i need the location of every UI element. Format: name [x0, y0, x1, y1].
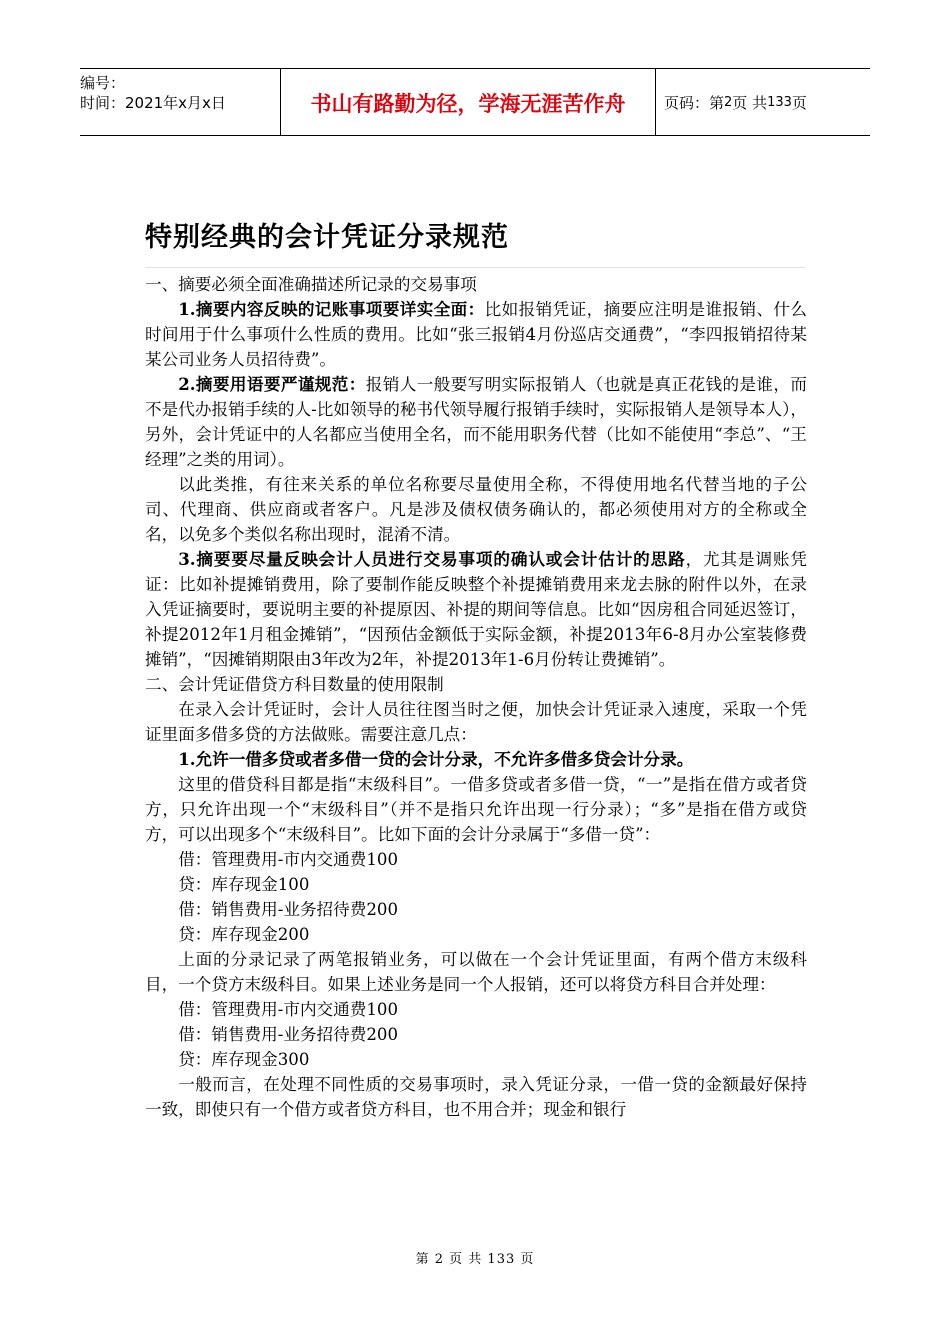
section-heading-2: 二、会计凭证借贷方科目数量的使用限制	[145, 675, 444, 694]
section-heading-1: 一、摘要必须全面准确描述所记录的交易事项	[145, 275, 477, 294]
page-end-label: 页	[791, 93, 807, 112]
journal-entry: 借：管理费用-市内交通费100	[178, 1000, 398, 1019]
header-left-cell	[80, 69, 281, 135]
journal-entry: 借：销售费用-业务招待费200	[178, 900, 398, 919]
page-number: 2	[724, 94, 733, 110]
paragraph	[145, 747, 807, 772]
time-label: 时间：2021年x月x日	[80, 94, 226, 112]
journal-entry: 贷：库存现金300	[178, 1050, 310, 1069]
bold-lead: 1.允许一借多贷或者多借一贷的会计分录，不允许多借多贷会计分录。	[178, 749, 694, 769]
title-divider	[145, 267, 805, 268]
bold-lead: 2.摘要用语要严谨规范：	[178, 374, 366, 394]
paragraph: 以此类推，有往来关系的单位名称要尽量使用全称，不得使用地名代替当地的子公司、代理商、供应商或者客户。凡是涉及债权债务确认的，都必须使用对方的全称或全名，以免多个类似名称出现时，混淆不清。	[145, 475, 807, 544]
page-label: 页码：第	[664, 93, 725, 112]
journal-entry: 贷：库存现金100	[178, 875, 310, 894]
journal-entry: 借：管理费用-市内交通费100	[178, 850, 398, 869]
paragraph: 2.摘要用语要严谨规范：报销人一般要写明实际报销人（也就是真正花钱的是谁，而不是代办报销手续的人-比如领导的秘书代领导履行报销手续时，实际报销人是领导本人），另外，会计凭证中的人名都应当使用全名，而不能用职务代替（比如不能使用“李总”、“王经理”之类的用词）。	[145, 374, 807, 469]
page-header	[80, 68, 870, 136]
journal-entry: 贷：库存现金200	[178, 925, 310, 944]
paragraph: 1.摘要内容反映的记账事项要详实全面：比如报销凭证，摘要应注明是谁报销、什么时间用于什么事项什么性质的费用。比如“张三报销4月份巡店交通费”，“李四报销招待某某公司业务人员招待费”。	[145, 299, 808, 369]
paragraph: 3.摘要要尽量反映会计人员进行交易事项的确认或会计估计的思路，尤其是调账凭证：比如补提摊销费用，除了要制作能反映整个补提摊销费用来龙去脉的附件以外，在录入凭证摘要时，要说明主要的补提原因、补提的期间等信息。比如“因房租合同延迟签订，补提2012年1月租金摊销”，“因预估金额低于实际金额，补提2013年6-8月办公室装修费摊销”，“因摊销期限由3年改为2年，补提2013年1-6月份转让费摊销”。	[145, 549, 807, 669]
page-mid-label: 页 共	[732, 93, 768, 112]
journal-entry: 借：销售费用-业务招待费200	[178, 1025, 398, 1044]
page-total: 133	[767, 94, 792, 110]
page-footer: 第 2 页 共 133 页	[415, 1252, 535, 1267]
bold-lead: 3.摘要要尽量反映会计人员进行交易事项的确认或会计估计的思路	[178, 549, 686, 569]
bold-lead: 1.摘要内容反映的记账事项要详实全面：	[178, 299, 485, 319]
motto: 书山有路勤为径，学海无涯苦作舟	[281, 69, 656, 135]
document-body	[145, 272, 807, 1122]
document-title: 特别经典的会计凭证分录规范	[145, 222, 509, 253]
number-label: 编号：	[80, 74, 126, 92]
paragraph: 在录入会计凭证时，会计人员往往图当时之便，加快会计凭证录入速度，采取一个凭证里面多借多贷的方法做账。需要注意几点：	[145, 700, 807, 744]
paragraph: 这里的借贷科目都是指“末级科目”。一借多贷或者多借一贷，“一”是指在借方或者贷方，只允许出现一个“末级科目”（并不是指只允许出现一行分录）；“多”是指在借方或贷方，可以出现多个“末级科目”。比如下面的会计分录属于“多借一贷”：	[145, 775, 807, 844]
page-indicator	[656, 69, 870, 135]
paragraph: 上面的分录记录了两笔报销业务，可以做在一个会计凭证里面，有两个借方末级科目，一个贷方末级科目。如果上述业务是同一个人报销，还可以将贷方科目合并处理：	[145, 950, 807, 994]
paragraph: 一般而言，在处理不同性质的交易事项时，录入凭证分录，一借一贷的金额最好保持一致，即使只有一个借方或者贷方科目，也不用合并；现金和银行	[145, 1075, 807, 1119]
